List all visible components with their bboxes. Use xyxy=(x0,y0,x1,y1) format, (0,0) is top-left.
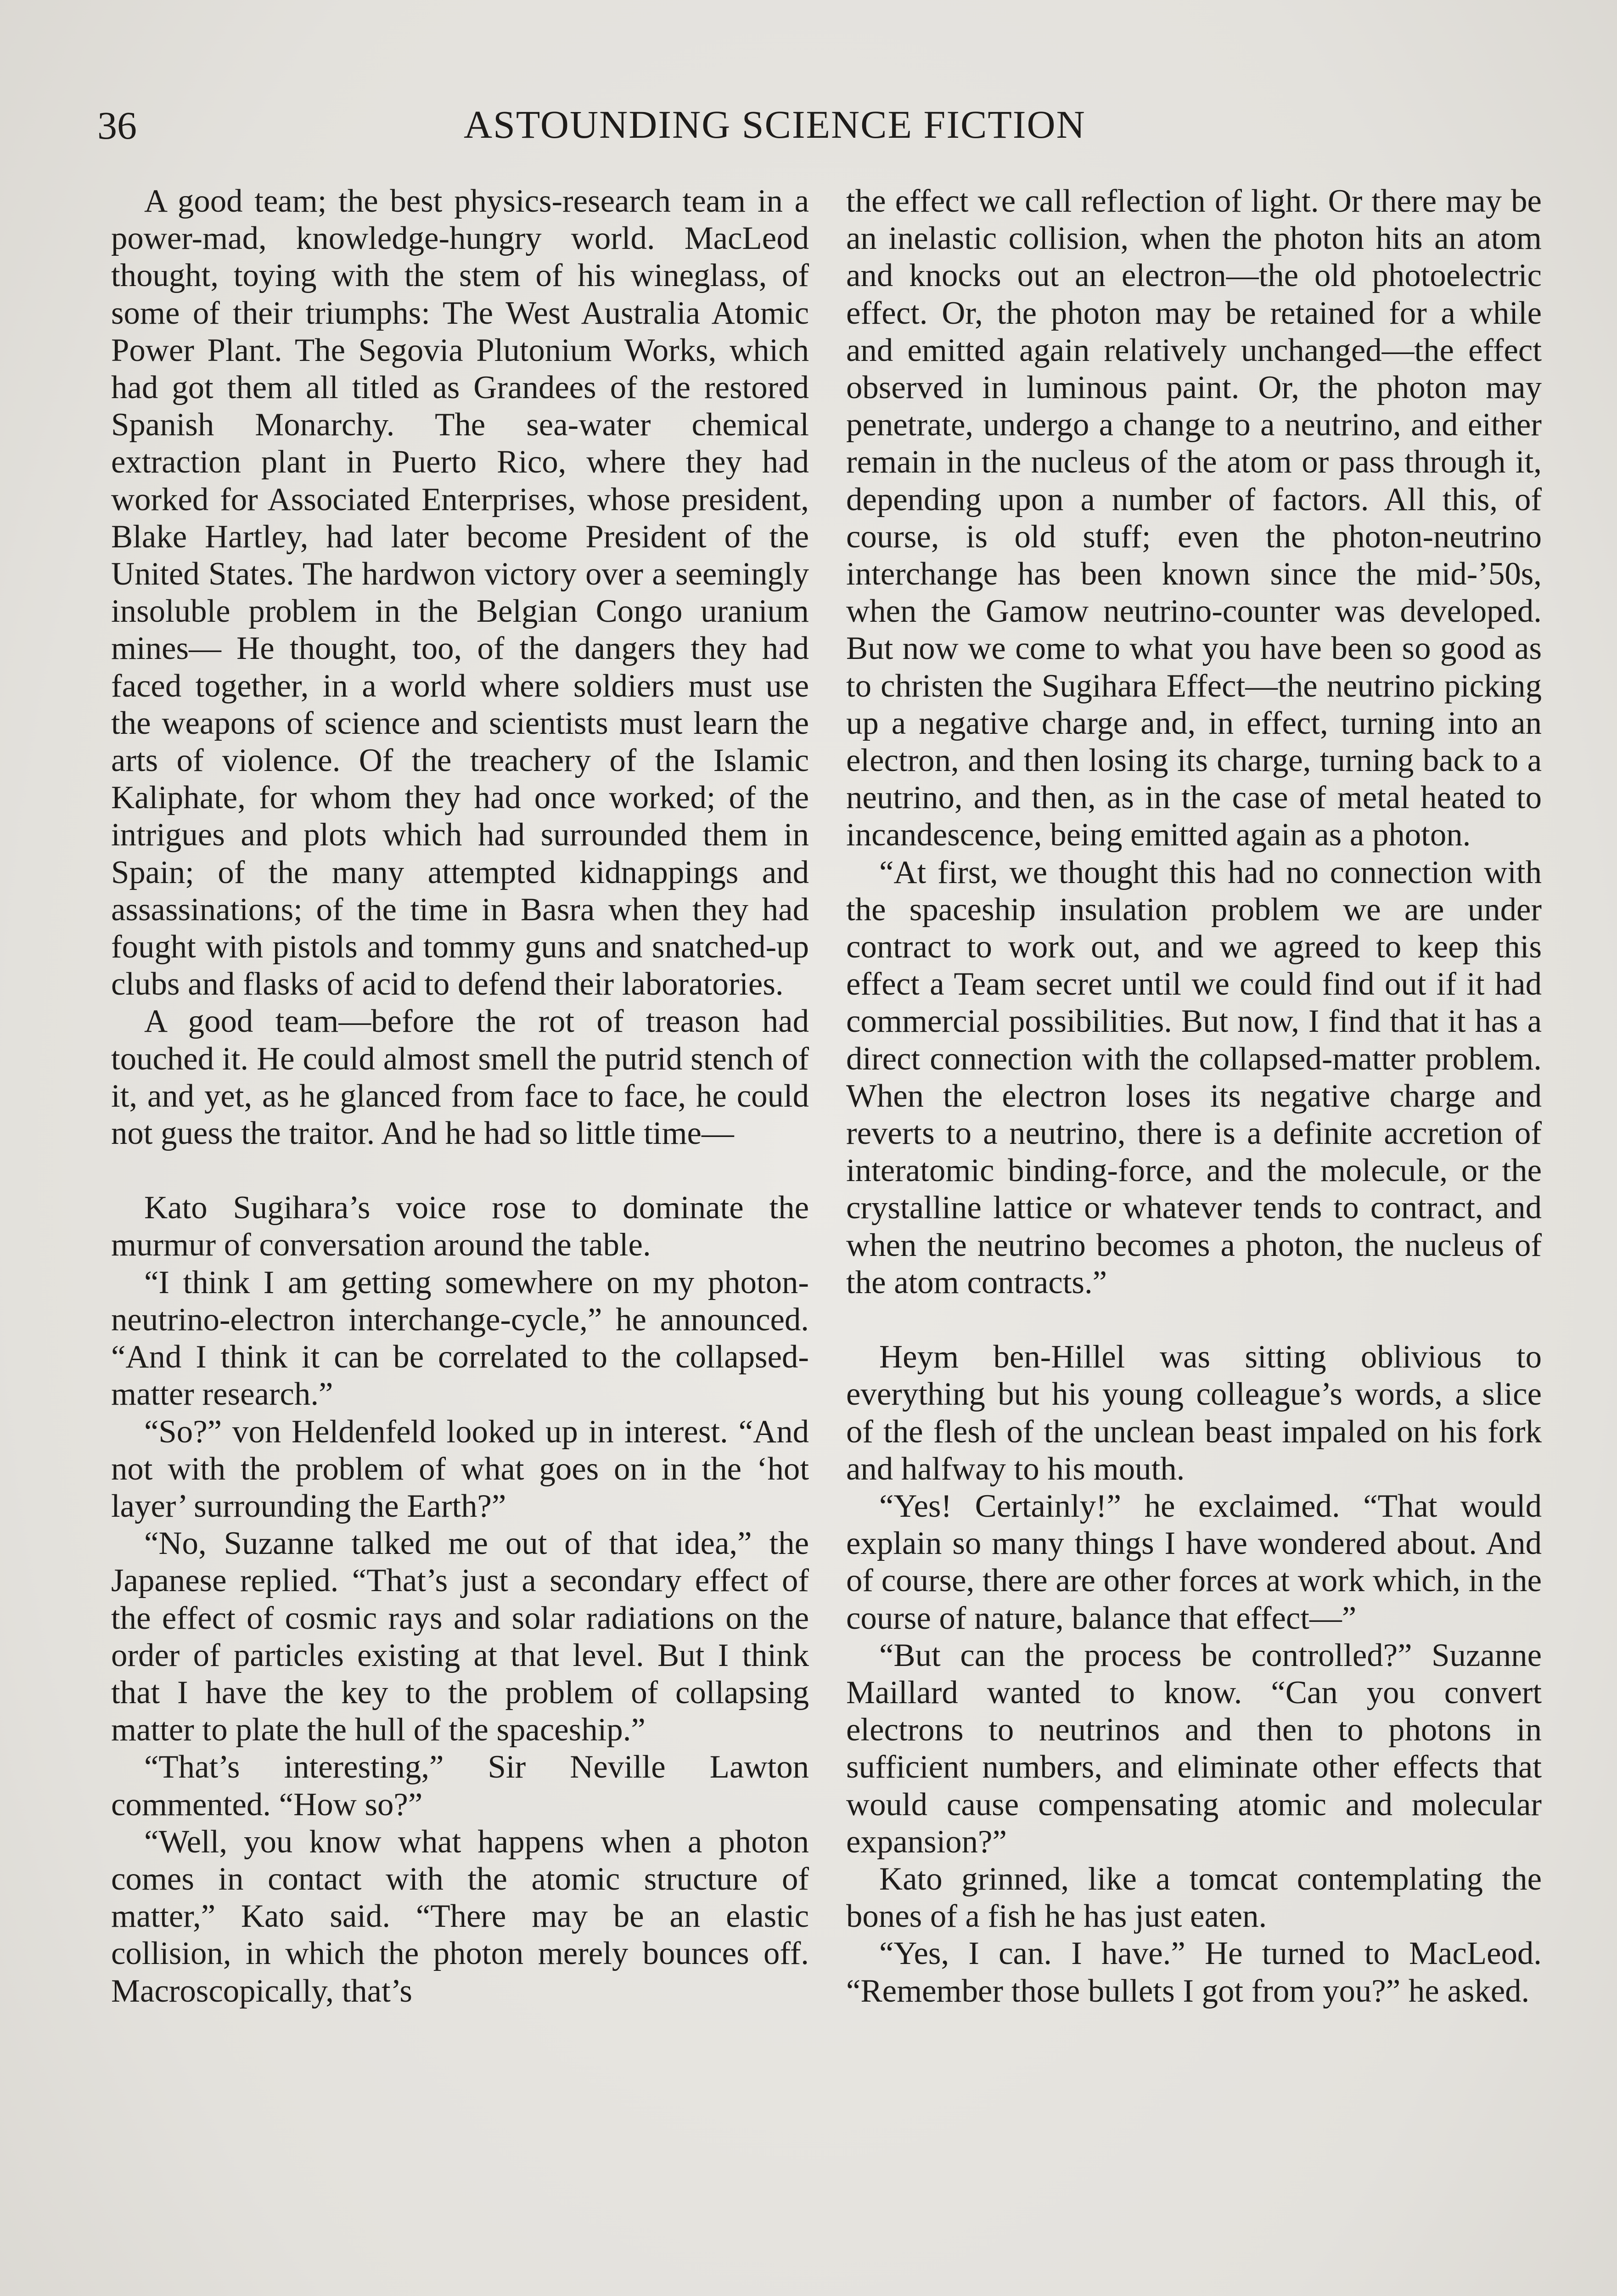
right-text-column xyxy=(846,183,1542,2296)
paragraph: “I think I am getting somewhere on my photon-neutrino-electron interchange-cycle,” he announced. “And I think it can be correlated to the collapsed-matter research.” xyxy=(111,1264,809,1412)
paragraph: “No, Suzanne talked me out of that idea,” the Japanese replied. “That’s just a secondary effect of the effect of cosmic rays and solar radiations on the order of particles existing at that level. But I think that I have the key to the problem of collapsing matter to plate the hull of the spaceship.” xyxy=(111,1525,809,1748)
paragraph: “Yes! Certainly!” he exclaimed. “That would explain so many things I have wondered about. And of course, there are other forces at work which, in the course of nature, balance that effect—” xyxy=(846,1488,1542,1636)
paragraph: Heym ben-Hillel was sitting oblivious to everything but his young colleague’s words, a slice of the flesh of the unclean beast impaled on his fork and halfway to his mouth. xyxy=(846,1339,1542,1487)
paragraph: Kato Sugihara’s voice rose to dominate the murmur of conversation around the table. xyxy=(111,1190,809,1263)
paragraph: “So?” von Heldenfeld looked up in interest. “And not with the problem of what goes on in the ‘hot layer’ surrounding the Earth?” xyxy=(111,1413,809,1524)
paragraph: A good team; the best physics-research team in a power-mad, knowledge-hungry world. MacLeod thought, toying with the stem of his wineglass, of some of their triumphs: The West Australia Atomic Power Plant. The Segovia Plutonium Works, which had got them all titled as Grandees of the restored Spanish Monarchy. The sea-water chemical extraction plant in Puerto Rico, where they had worked for Associated Enterprises, whose president, Blake Hartley, had later become President of the United States. The hardwon victory over a seemingly insoluble problem in the Belgian Congo uranium mines— He thought, too, of the dangers they had faced together, in a world where soldiers must use the weapons of science and scientists must learn the arts of violence. Of the treachery of the Islamic Kaliphate, for whom they had once worked; of the intrigues and plots which had surrounded them in Spain; of the many attempted kidnappings and assassinations; of the time in Basra when they had fought with pistols and tommy guns and snatched-up clubs and flasks of acid to defend their laboratories. xyxy=(111,183,809,1002)
paragraph: “Well, you know what happens when a photon comes in contact with the atomic structure of matter,” Kato said. “There may be an elastic collision, in which the photon merely bounces off. Macroscopically, that’s xyxy=(111,1823,809,2009)
paragraph: Kato grinned, like a tomcat contemplating the bones of a fish he has just eaten. xyxy=(846,1861,1542,1935)
paragraph: A good team—before the rot of treason had touched it. He could almost smell the putrid stench of it, and yet, as he glanced from face to face, he could not guess the traitor. And he had so little time— xyxy=(111,1003,809,1152)
page-number: 36 xyxy=(97,103,137,147)
paragraph: the effect we call reflection of light. Or there may be an inelastic collision, when the photon hits an atom and knocks out an electron—the old photoelectric effect. Or, the photon may be retained for a while and emitted again relatively unchanged—the effect observed in luminous paint. Or, the photon may penetrate, undergo a change to a neutrino, and either remain in the nucleus of the atom or pass through it, depending upon a number of factors. All this, of course, is old stuff; even the photon-neutrino interchange has been known since the mid-’50s, when the Gamow neutrino-counter was developed. But now we come to what you have been so good as to christen the Sugihara Effect—the neutrino picking up a negative charge and, in effect, turning into an electron, and then losing its charge, turning back to a neutrino, and then, as in the case of metal heated to incandescence, being emitted again as a photon. xyxy=(846,183,1542,853)
paragraph: “At first, we thought this had no connection with the spaceship insulation problem we are under contract to work out, and we agreed to keep this effect a Team secret until we could find out if it had commercial possibilities. But now, I find that it has a direct connection with the collapsed-matter problem. When the electron loses its negative charge and reverts to a neutrino, there is a definite accretion of interatomic binding-force, and the molecule, or the crystalline lattice or whatever tends to contract, and when the neutrino becomes a photon, the nucleus of the atom contracts.” xyxy=(846,854,1542,1300)
left-text-column xyxy=(111,183,809,2296)
paragraph: “That’s interesting,” Sir Neville Lawton commented. “How so?” xyxy=(111,1749,809,1823)
running-head: ASTOUNDING SCIENCE FICTION xyxy=(464,102,1086,146)
paragraph: “But can the process be controlled?” Suzanne Maillard wanted to know. “Can you convert electrons to neutrinos and then to photons in sufficient numbers, and eliminate other effects that would cause compensating atomic and molecular expansion?” xyxy=(846,1637,1542,1860)
paragraph: “Yes, I can. I have.” He turned to MacLeod. “Remember those bullets I got from you?” he asked. xyxy=(846,1936,1542,2009)
